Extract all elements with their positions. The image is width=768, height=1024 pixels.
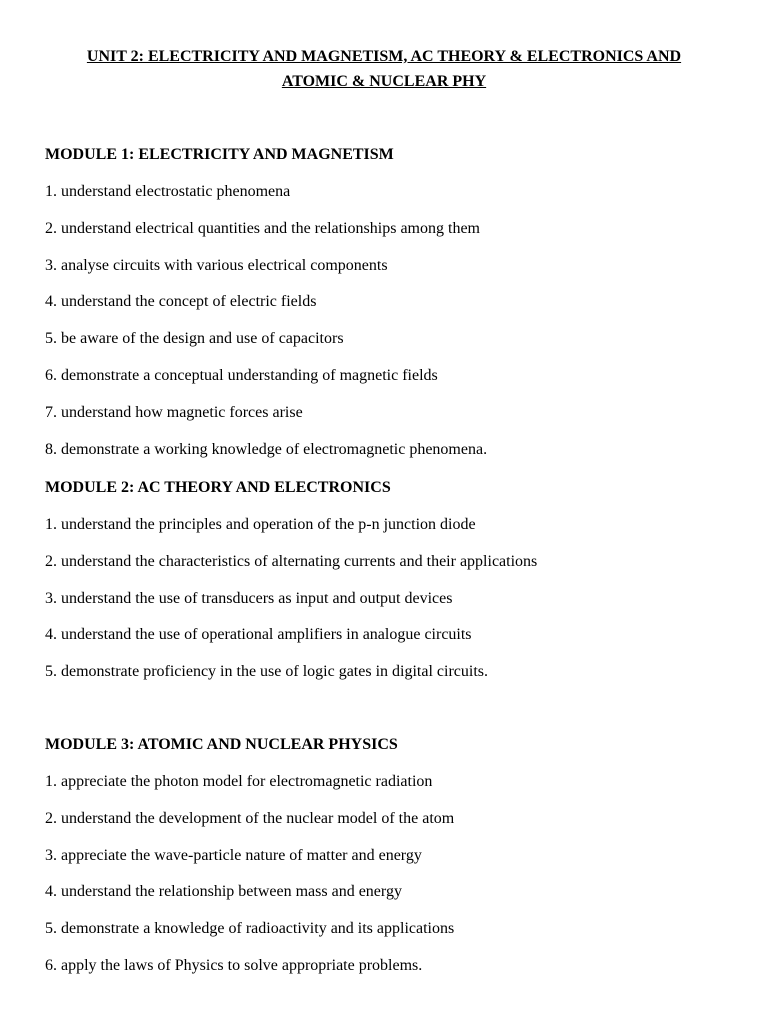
module-2-item: 4. understand the use of operational amplifiers in analogue circuits xyxy=(45,626,472,644)
title-line-1: UNIT 2: ELECTRICITY AND MAGNETISM, AC THEORY & ELECTRONICS AND xyxy=(86,48,682,65)
module-2-item: 2. understand the characteristics of alternating currents and their applications xyxy=(45,552,538,570)
module-1-item: 2. understand electrical quantities and the relationships among them xyxy=(45,219,480,237)
module-3-item: 1. appreciate the photon model for electromagnetic radiation xyxy=(45,773,433,790)
module-3-item: 4. understand the relationship between mass and energy xyxy=(45,883,402,901)
module-1-section xyxy=(45,145,745,476)
module-3-item: 2. understand the development of the nuclear model of the atom xyxy=(45,809,455,827)
module-1-heading: MODULE 1: ELECTRICITY AND MAGNETISM xyxy=(45,146,394,163)
module-1-item: 4. understand the concept of electric fields xyxy=(45,293,317,311)
document-title xyxy=(40,44,728,94)
module-2-section xyxy=(45,478,745,699)
module-1-item: 8. demonstrate a working knowledge of electromagnetic phenomena. xyxy=(45,440,488,458)
module-3-heading: MODULE 3: ATOMIC AND NUCLEAR PHYSICS xyxy=(45,736,398,753)
module-3-section xyxy=(45,735,745,993)
module-2-item: 1. understand the principles and operation of the p-n junction diode xyxy=(45,516,476,533)
title-line-2: ATOMIC & NUCLEAR PHY xyxy=(281,73,487,90)
module-2-item: 5. demonstrate proficiency in the use of logic gates in digital circuits. xyxy=(45,663,488,681)
module-3-item: 6. apply the laws of Physics to solve appropriate problems. xyxy=(45,956,423,974)
module-3-item: 3. appreciate the wave-particle nature of matter and energy xyxy=(45,846,422,864)
module-1-item: 6. demonstrate a conceptual understanding of magnetic fields xyxy=(45,366,438,384)
module-1-item: 3. analyse circuits with various electrical components xyxy=(45,256,388,274)
module-3-item: 5. demonstrate a knowledge of radioactivity and its applications xyxy=(45,920,455,938)
module-2-item: 3. understand the use of transducers as input and output devices xyxy=(45,589,453,607)
module-1-item: 5. be aware of the design and use of capacitors xyxy=(45,330,344,348)
module-2-heading: MODULE 2: AC THEORY AND ELECTRONICS xyxy=(45,479,391,496)
module-1-item: 1. understand electrostatic phenomena xyxy=(45,183,291,200)
module-1-item: 7. understand how magnetic forces arise xyxy=(45,403,303,421)
